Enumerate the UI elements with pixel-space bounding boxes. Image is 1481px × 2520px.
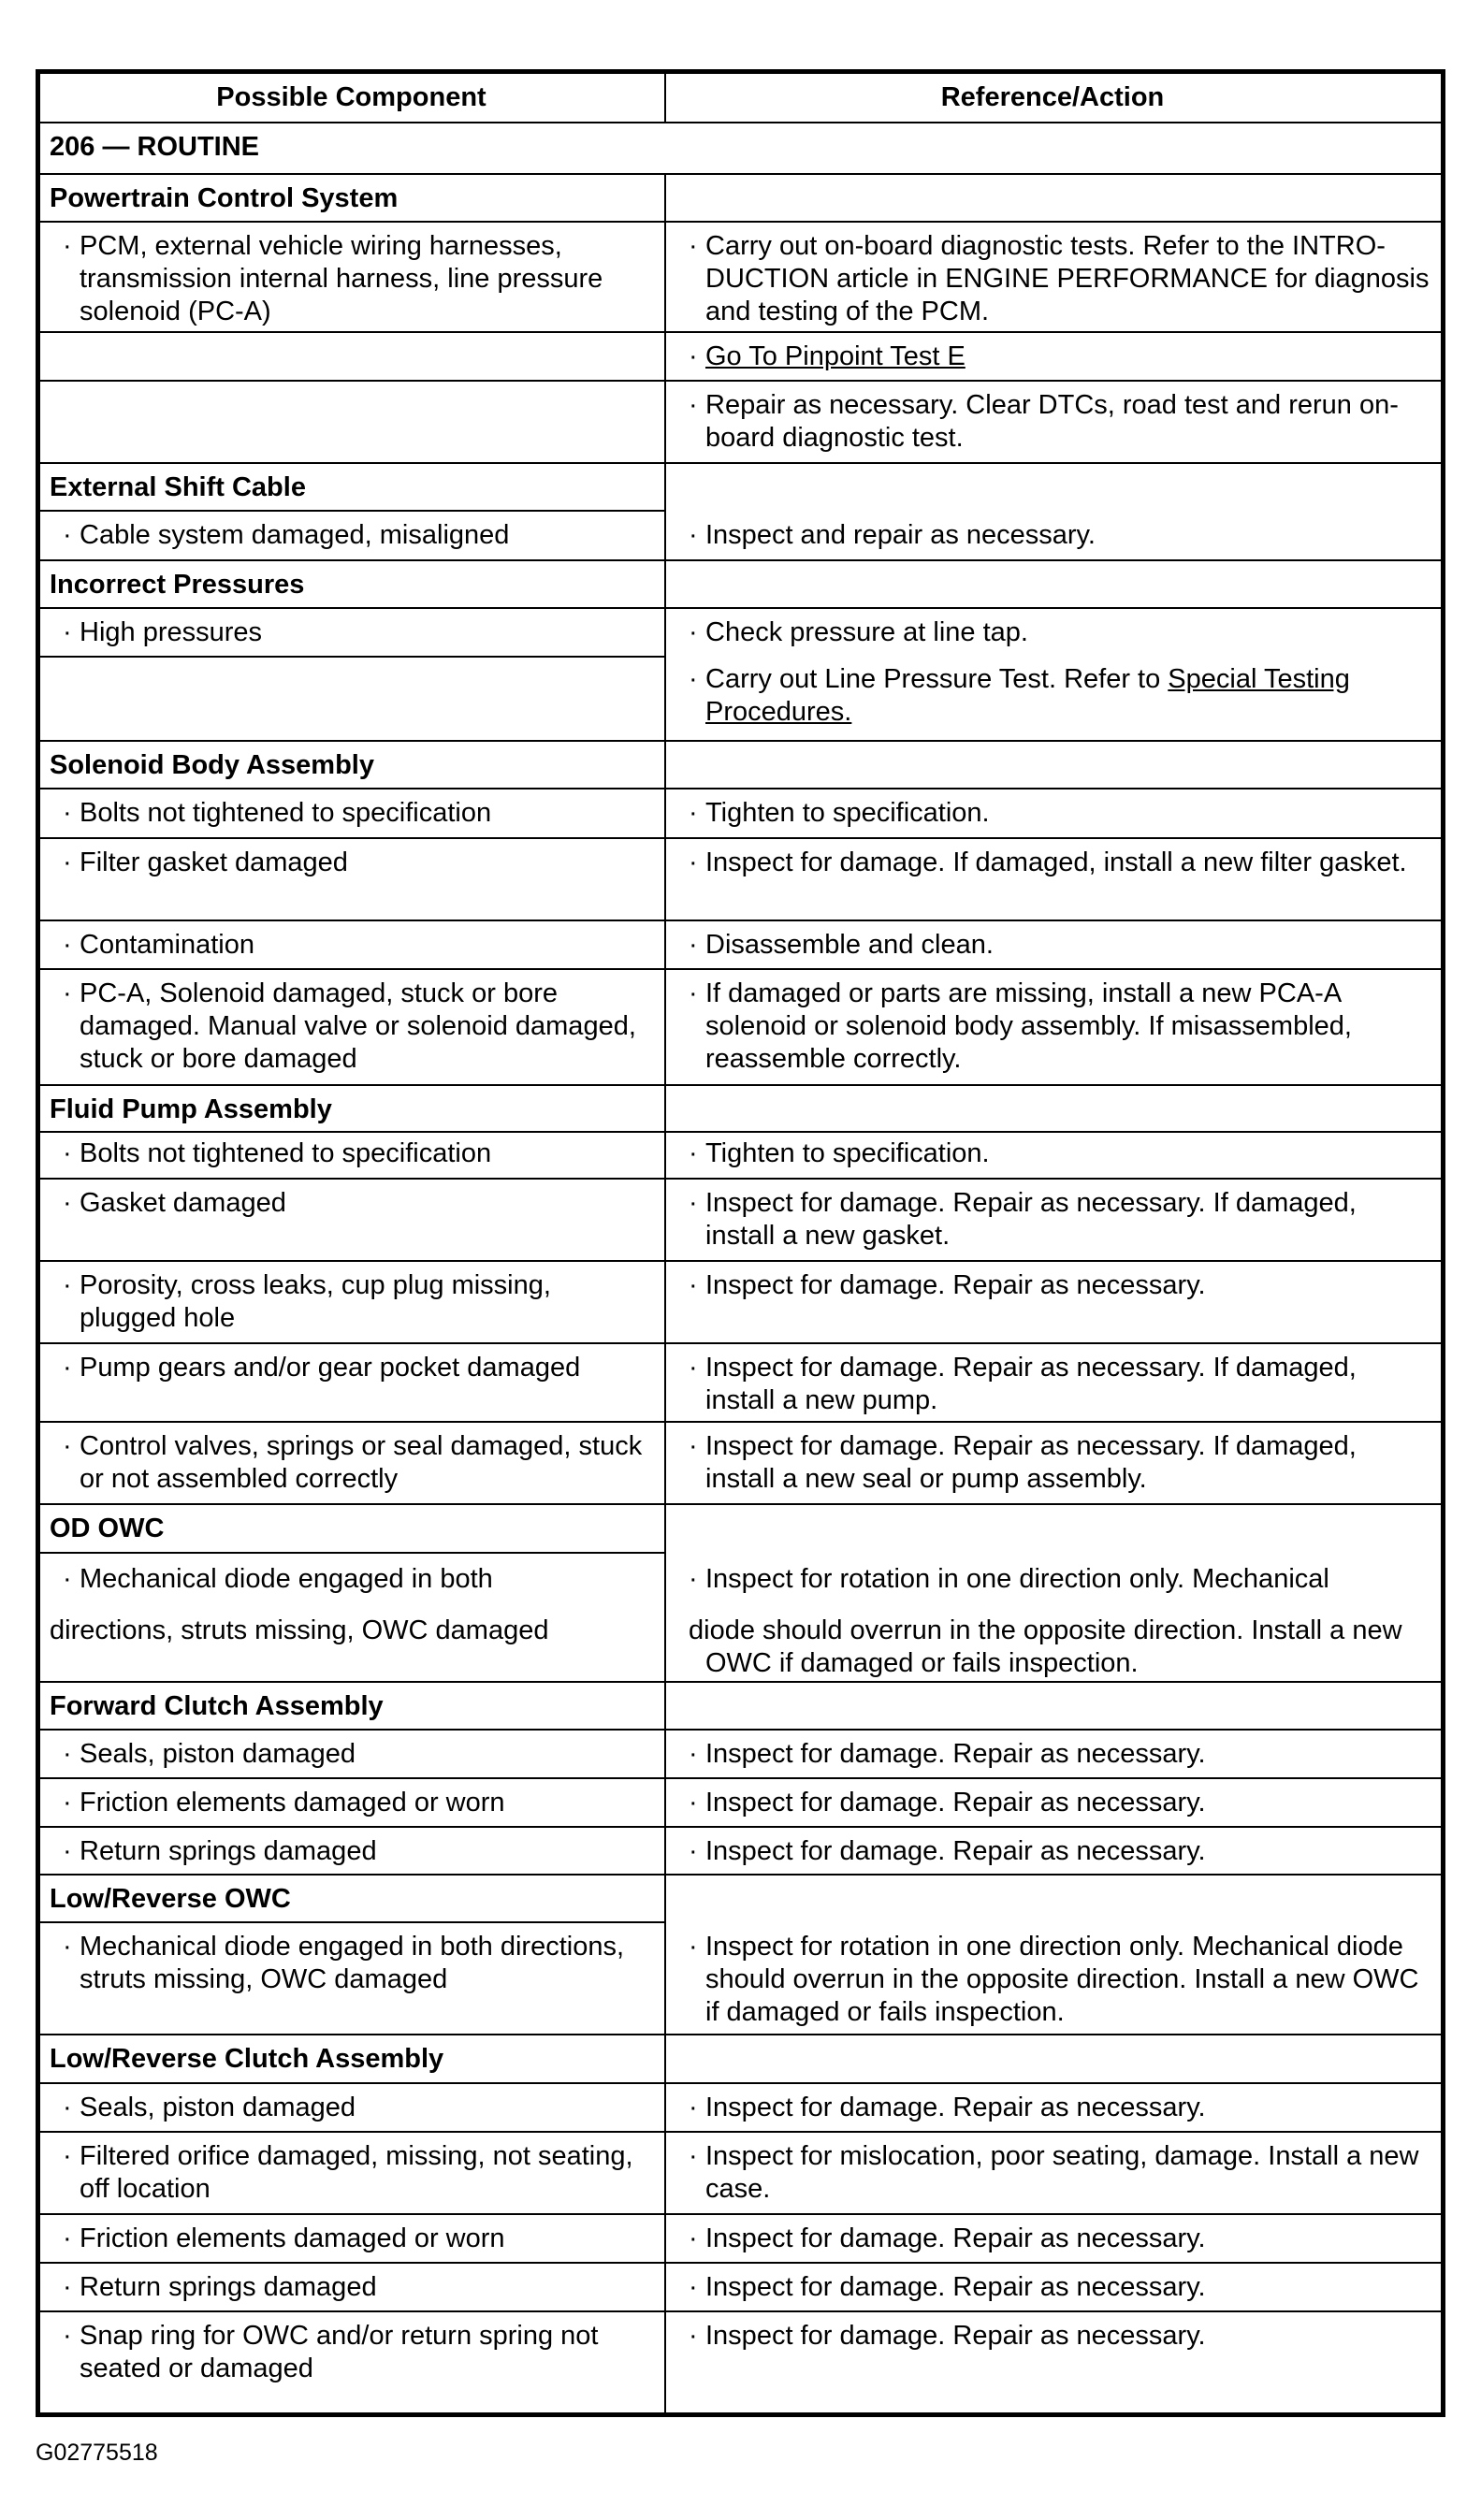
action-text: Carry out Line Pressure Test. Refer to bbox=[705, 664, 1161, 694]
action-text: Inspect for damage. Repair as necessary. bbox=[705, 2223, 1206, 2253]
header-component: Possible Component bbox=[38, 72, 666, 123]
component-text: Seals, piston damaged bbox=[80, 1739, 356, 1769]
component-cell: · Filter gasket damaged bbox=[38, 837, 666, 921]
section-heading: Low/Reverse Clutch Assembly bbox=[38, 2034, 666, 2084]
component-cell: · Pump gears and/or gear pocket damaged bbox=[38, 1342, 666, 1423]
component-cell: · Return springs damaged bbox=[38, 2262, 666, 2312]
action-text: Inspect for damage. Repair as necessary. bbox=[705, 1788, 1206, 1818]
component-cell: · Friction elements damaged or worn bbox=[38, 2213, 666, 2264]
component-cell: · Cable system damaged, misaligned bbox=[38, 510, 666, 561]
action-cell: · Tighten to specification. bbox=[664, 788, 1443, 839]
header-action: Reference/Action bbox=[664, 72, 1443, 123]
action-text: Inspect for damage. Repair as necessary. bbox=[705, 1270, 1206, 1300]
component-text: Filtered orifice damaged, missing, not seating, off location bbox=[80, 2141, 633, 2204]
action-text: Repair as necessary. Clear DTCs, road test and rerun on-board diagnostic test. bbox=[705, 390, 1399, 453]
component-cell: · Filtered orifice damaged, missing, not seating, off location bbox=[38, 2131, 666, 2215]
action-text: Inspect for rotation in one direction only. Mechanical bbox=[705, 1564, 1329, 1594]
action-cell: · Inspect for damage. Repair as necessary. If damaged, install a new gasket. bbox=[664, 1178, 1443, 1262]
action-cell: · Inspect for rotation in one direction only. Mechanical diode should overrun in the opposite direction. Install a new OWC if damaged or fails inspection. bbox=[664, 1503, 1443, 1683]
component-text: Cable system damaged, misaligned bbox=[80, 520, 510, 550]
action-text: Inspect for damage. Repair as necessary. If damaged, install a new gasket. bbox=[705, 1188, 1357, 1251]
action-cell: · Inspect for damage. Repair as necessary. bbox=[664, 1777, 1443, 1828]
empty-cell bbox=[664, 559, 1443, 609]
component-cell: · Gasket damaged bbox=[38, 1178, 666, 1262]
component-cell: · Friction elements damaged or worn bbox=[38, 1777, 666, 1828]
component-cell: · Mechanical diode engaged in both directions, struts missing, OWC damaged bbox=[38, 1921, 666, 2035]
action-text: Inspect for damage. Repair as necessary. bbox=[705, 2272, 1206, 2302]
component-cell: · Return springs damaged bbox=[38, 1826, 666, 1876]
component-text: Return springs damaged bbox=[80, 2272, 377, 2302]
component-cell: · PC-A, Solenoid damaged, stuck or bore damaged. Manual valve or solenoid damaged, stuck or bore damaged bbox=[38, 968, 666, 1086]
component-text: PC-A, Solenoid damaged, stuck or bore damaged. Manual valve or solenoid damaged, stuck or bore damaged bbox=[80, 978, 636, 1074]
component-cell: · Snap ring for OWC and/or return spring not seated or damaged bbox=[38, 2310, 666, 2414]
action-text: Check pressure at line tap. bbox=[705, 617, 1028, 647]
figure-id: G02775518 bbox=[36, 2440, 158, 2466]
component-cell: · PCM, external vehicle wiring harnesses, transmission internal harness, line pressure solenoid (PC-A) bbox=[38, 221, 666, 333]
action-cell: · Repair as necessary. Clear DTCs, road test and rerun on-board diagnostic test. bbox=[664, 380, 1443, 464]
action-text: Inspect for damage. Repair as necessary. bbox=[705, 1836, 1206, 1866]
table-title: 206 — ROUTINE bbox=[38, 122, 1443, 175]
component-cell: · Seals, piston damaged bbox=[38, 1729, 666, 1779]
component-text: Contamination bbox=[80, 930, 254, 960]
component-text: Friction elements damaged or worn bbox=[80, 2223, 505, 2253]
section-heading: Forward Clutch Assembly bbox=[38, 1681, 666, 1731]
section-heading: Powertrain Control System bbox=[38, 173, 666, 223]
action-text: Inspect for damage. If damaged, install a new filter gasket. bbox=[705, 847, 1407, 877]
action-cell: · Inspect for damage. If damaged, install a new filter gasket. bbox=[664, 837, 1443, 921]
section-heading: OD OWC bbox=[38, 1503, 666, 1554]
action-text: Inspect for damage. Repair as necessary. If damaged, install a new seal or pump assembly. bbox=[705, 1431, 1357, 1494]
action-cell: · Inspect and repair as necessary. bbox=[664, 462, 1443, 561]
action-text: Inspect for mislocation, poor seating, damage. Install a new case. bbox=[705, 2141, 1419, 2204]
component-text: PCM, external vehicle wiring harnesses, transmission internal harness, line pressure solenoid (PC-A) bbox=[80, 231, 603, 326]
action-text: Inspect for rotation in one direction only. Mechanical diode should overrun in the opposite direction. Install a new OWC if damaged or fails inspection. bbox=[705, 1932, 1419, 2027]
action-text: Inspect for damage. Repair as necessary. If damaged, install a new pump. bbox=[705, 1353, 1357, 1415]
component-text: Friction elements damaged or worn bbox=[80, 1788, 505, 1818]
special-testing-link[interactable]: Special Testing Procedures. bbox=[705, 664, 1350, 727]
action-text: Inspect for damage. Repair as necessary. bbox=[705, 2321, 1206, 2351]
action-cell: · Check pressure at line tap. · Carry out Line Pressure Test. Refer to Special Testing Procedures. bbox=[664, 607, 1443, 742]
empty-cell bbox=[664, 1084, 1443, 1133]
action-cell: · Go To Pinpoint Test E bbox=[664, 331, 1443, 382]
action-cell: · Inspect for damage. Repair as necessary. bbox=[664, 2262, 1443, 2312]
diagnostic-table bbox=[36, 69, 1445, 2417]
action-cell: · Inspect for damage. Repair as necessary. bbox=[664, 1260, 1443, 1344]
component-cell: · Bolts not tightened to specification bbox=[38, 1131, 666, 1180]
action-text: Tighten to specification. bbox=[705, 1138, 990, 1168]
component-cell: · Seals, piston damaged bbox=[38, 2082, 666, 2133]
section-heading: External Shift Cable bbox=[38, 462, 666, 512]
action-cell: · Inspect for damage. Repair as necessary. If damaged, install a new pump. bbox=[664, 1342, 1443, 1423]
component-text: directions, struts missing, OWC damaged bbox=[50, 1615, 549, 1645]
component-text: Mechanical diode engaged in both directions, struts missing, OWC damaged bbox=[80, 1932, 625, 1994]
component-text: Bolts not tightened to specification bbox=[80, 1138, 492, 1168]
action-cell: · Inspect for mislocation, poor seating, damage. Install a new case. bbox=[664, 2131, 1443, 2215]
component-cell: · Bolts not tightened to specification bbox=[38, 788, 666, 839]
action-cell: · Carry out on-board diagnostic tests. Refer to the INTRO-DUCTION article in ENGINE PERFORMANCE for diagnosis and testing of the PCM. bbox=[664, 221, 1443, 333]
action-cell: · Tighten to specification. bbox=[664, 1131, 1443, 1180]
section-heading: Incorrect Pressures bbox=[38, 559, 666, 609]
action-text: diode should overrun in the opposite direction. Install a new OWC if damaged or fails inspection. bbox=[689, 1615, 1402, 1678]
action-text: Carry out on-board diagnostic tests. Refer to the INTRO-DUCTION article in ENGINE PERFORMANCE for diagnosis and testing of the PCM. bbox=[705, 231, 1430, 326]
empty-cell bbox=[664, 2034, 1443, 2084]
component-text: Control valves, springs or seal damaged, stuck or not assembled correctly bbox=[80, 1431, 643, 1494]
empty-cell bbox=[38, 331, 666, 382]
action-cell: · Inspect for damage. Repair as necessary. bbox=[664, 1826, 1443, 1876]
empty-cell bbox=[664, 173, 1443, 223]
action-cell: · Inspect for rotation in one direction only. Mechanical diode should overrun in the opposite direction. Install a new OWC if damaged or fails inspection. bbox=[664, 1874, 1443, 2035]
component-text: Mechanical diode engaged in both bbox=[80, 1564, 493, 1594]
pinpoint-test-link[interactable]: Go To Pinpoint Test E bbox=[705, 341, 966, 371]
action-cell: · Inspect for damage. Repair as necessary. If damaged, install a new seal or pump assembly. bbox=[664, 1421, 1443, 1505]
empty-cell bbox=[664, 1681, 1443, 1731]
section-heading: Low/Reverse OWC bbox=[38, 1874, 666, 1923]
component-cell: · Mechanical diode engaged in both directions, struts missing, OWC damaged bbox=[38, 1552, 666, 1683]
action-cell: · Inspect for damage. Repair as necessary. bbox=[664, 2082, 1443, 2133]
component-cell: · Porosity, cross leaks, cup plug missing, plugged hole bbox=[38, 1260, 666, 1344]
action-cell: · Inspect for damage. Repair as necessary. bbox=[664, 1729, 1443, 1779]
action-cell: · Inspect for damage. Repair as necessary. bbox=[664, 2310, 1443, 2414]
component-text: Seals, piston damaged bbox=[80, 2093, 356, 2122]
component-cell: · Control valves, springs or seal damaged, stuck or not assembled correctly bbox=[38, 1421, 666, 1505]
action-text: Disassemble and clean. bbox=[705, 930, 994, 960]
action-cell: · Disassemble and clean. bbox=[664, 920, 1443, 970]
section-heading: Fluid Pump Assembly bbox=[38, 1084, 666, 1133]
empty-cell bbox=[38, 380, 666, 464]
action-text: Inspect and repair as necessary. bbox=[705, 520, 1096, 550]
action-text: Tighten to specification. bbox=[705, 798, 990, 828]
action-text: Inspect for damage. Repair as necessary. bbox=[705, 2093, 1206, 2122]
component-cell: · Contamination bbox=[38, 920, 666, 970]
component-text: Snap ring for OWC and/or return spring not seated or damaged bbox=[80, 2321, 599, 2383]
component-text: Porosity, cross leaks, cup plug missing, plugged hole bbox=[80, 1270, 551, 1333]
component-text: Return springs damaged bbox=[80, 1836, 377, 1866]
component-cell: · High pressures bbox=[38, 607, 666, 658]
empty-cell bbox=[664, 740, 1443, 789]
section-heading: Solenoid Body Assembly bbox=[38, 740, 666, 789]
component-text: Pump gears and/or gear pocket damaged bbox=[80, 1353, 581, 1383]
component-text: Filter gasket damaged bbox=[80, 847, 348, 877]
component-text: Gasket damaged bbox=[80, 1188, 286, 1218]
component-text: High pressures bbox=[80, 617, 263, 647]
action-text: If damaged or parts are missing, install a new PCA-A solenoid or solenoid body assembly. If misassembled, reassemble correctly. bbox=[705, 978, 1352, 1074]
action-cell: · If damaged or parts are missing, install a new PCA-A solenoid or solenoid body assembly. If misassembled, reassemble correctly. bbox=[664, 968, 1443, 1086]
component-text: Bolts not tightened to specification bbox=[80, 798, 492, 828]
action-text: Inspect for damage. Repair as necessary. bbox=[705, 1739, 1206, 1769]
action-cell: · Inspect for damage. Repair as necessary. bbox=[664, 2213, 1443, 2264]
empty-cell bbox=[38, 656, 666, 742]
